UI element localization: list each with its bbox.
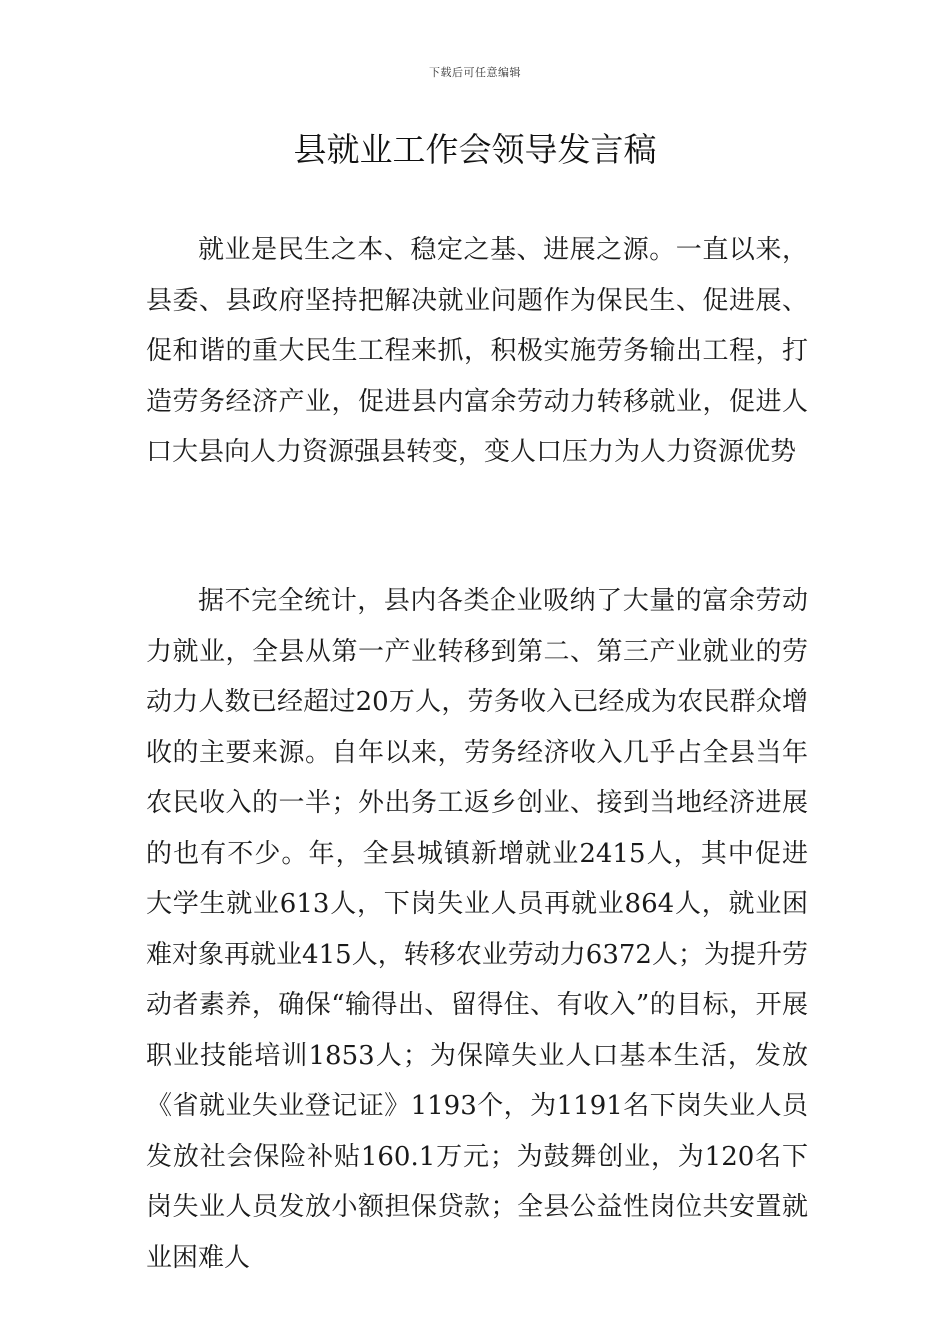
- document-title: 县就业工作会领导发言稿: [293, 130, 657, 169]
- page-header-note: 下载后可任意编辑: [429, 66, 521, 79]
- body-paragraph-1: 就业是民生之本、稳定之基、进展之源。一直以来，县委、县政府坚持把解决就业问题作为保民生、促进展、促和谐的重大民生工程来抓，积极实施劳务输出工程，打造劳务经济产业，促进县内富余劳动力转移就业，促进人口大县向人力资源强县转变，变人口压力为人力资源优势: [146, 235, 808, 467]
- body-paragraph-2: 据不完全统计，县内各类企业吸纳了大量的富余劳动力就业，全县从第一产业转移到第二、第三产业就业的劳动力人数已经超过20万人，劳务收入已经成为农民群众增收的主要来源。自年以来，劳务经济收入几乎占全县当年农民收入的一半；外出务工返乡创业、接到当地经济进展的也有不少。年，全县城镇新增就业2415人，其中促进大学生就业613人，下岗失业人员再就业864人，就业困难对象再就业415人，转移农业劳动力6372人；为提升劳动者素养，确保“输得出、留得住、有收入”的目标，开展职业技能培训1853人；为保障失业人口基本生活，发放《省就业失业登记证》1193个，为1191名下岗失业人员发放社会保险补贴160.1万元；为鼓舞创业，为120名下岗失业人员发放小额担保贷款；全县公益性岗位共安置就业困难人: [146, 586, 808, 1273]
